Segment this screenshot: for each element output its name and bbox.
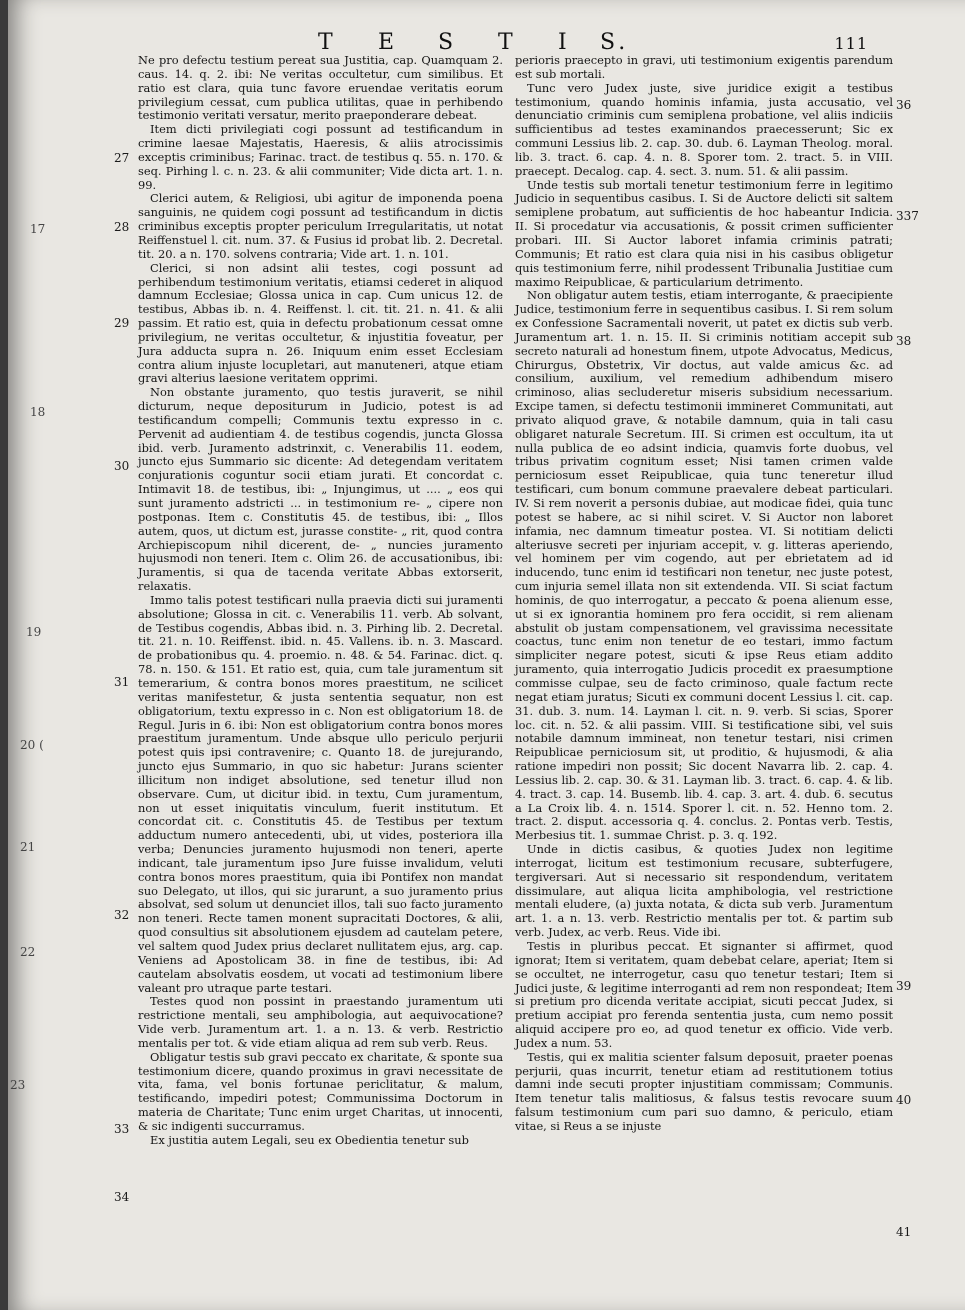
edge-number: 20 (: [20, 738, 44, 752]
edge-number: 21: [20, 840, 36, 854]
paragraph: Clerici autem, & Religiosi, ubi agitur de imponenda poena sanguinis, ne quidem cogi possunt ad testificandum in dictis criminibus exceptis propter periculum Irregularitatis, ut notat Reiffenstuel l. cit. num. 37. & Fusius id probat lib. 2. Decretal. tit. 20. a n. 170. solvens contraria; Vide art. 1. n. 101.: [138, 191, 503, 261]
paragraph: Item dicti privilegiati cogi possunt ad testificandum in crimine laesae Majestatis, Haeresis, & aliis atrocissimis exceptis criminibus; Farinac. tract. de testibus q. 55. n. 170. & seq. Pirhing l. c. n. 23. & alii communiter; Vide dicta art. 1. n. 99.: [138, 122, 503, 192]
paragraph-number: 33: [114, 1122, 130, 1136]
paragraph: Immo talis potest testificari nulla praevia dicti sui juramenti absolutione; Glossa in cit. c. Venerabilis 11. verb. Ab solvant, de Testibus cogendis, Abbas ibid. n. 3. Pirhing lib. 2. Decretal. tit. 21. n. 10. Reiffenst. ibid. n. 45. Vallens. ib. n. 3. Mascard. de probationibus qu. 4. proemio. n. 48. & 54. Farinac. dict. q. 78. n. 150. & 151. Et ratio est, quia, cum tale juramentum sit temerarium, & contra bonos mores praestitum, ne scilicet veritas manifestetur, & justa sententia sequatur, non est obligatorium, textu expresso in c. Non est obligatorium 18. de Regul. Juris in 6. ibi: Non est obligatorium contra bonos mores praestitum juramentum. Unde absque ullo periculo perjurii potest quis ipsi contravenire; c. Quanto 18. de jurejurando, juncto ejus Summario, in quo sic habetur: Jurans scienter illicitum non indiget absolutione, sed tenetur illud non observare. Cum, ut dicitur ibid. in textu, Cum juramentum, non ut esset iniquitatis vinculum, fuerit institutum. Et concordat cit. c. Constitutis 45. de Testibus per textum adductum numero antecedenti, ubi, ut vides, posteriora illa verba; Denuncies juramento hujusmodi non teneri, aperte indicant, tale juramentum ipso Jure fuisse invalidum, veluti contra bonos mores praestitum, quia ibi Pontifex non mandat suo Delegato, ut illos, qui sic jurarunt, a suo juramento prius absolvat, sed solum ut denunciet illos, tali suo facto juramento non teneri. Recte tamen monent supracitati Doctores, & alii, quod consultius sit absolutionem ejusdem ad cautelam petere, vel saltem quod Judex prius declaret nullitatem ejus, arg. cap. Veniens ad Apostolicam 38. in fine de testibus, ibi: Ad cautelam absolvatis eosdem, ut vocati ad testimonium libere valeant pro utraque parte testari.: [138, 592, 503, 995]
paragraph: Testis, qui ex malitia scienter falsum deposuit, praeter poenas perjurii, quas incurrit, tenetur etiam ad restitutionem totius damni inde secuti propter injustitiam commissam; Communis. Item tenetur talis malitiosus, & falsus testis revocare suum falsum testimonium cum pari suo damno, & periculo, etiam vitae, si Reus a se injuste: [515, 1049, 893, 1133]
paragraph: Tunc vero Judex juste, sive juridice exigit a testibus testimonium, quando hominis infamia, justa accusatio, vel denunciatio criminis cum semiplena probatione, vel aliis indiciis sufficientibus ad testes examinandos praecesserunt; Sic ex communi Lessius lib. 2. cap. 30. dub. 6. Layman Theolog. moral. lib. 3. tract. 6. cap. 4. n. 8. Sporer tom. 2. tract. 5. in VIII. praecept. Decalog. cap. 4. sect. 3. num. 51. & alii passim.: [515, 80, 893, 178]
header-letter: S: [438, 30, 458, 55]
right-column: [515, 54, 893, 1134]
header-letter: E: [378, 30, 399, 55]
paragraph-number: 28: [114, 220, 130, 234]
edge-number: 17: [30, 222, 46, 236]
header-letter: S.: [600, 30, 630, 55]
paragraph-number: 38: [896, 334, 912, 348]
paragraph-number: 40: [896, 1093, 912, 1107]
paragraph: Unde testis sub mortali tenetur testimonium ferre in legitimo Judicio in sequentibus casibus. I. Si de Auctore delicti sit saltem semiplene probatum, aut sufficientis de hoc habeantur Indicia. II. Si procedatur via accusationis, & possit crimen sufficienter probari. III. Si Auctor laboret infamia criminis patrati; Communis; Et ratio est clara quia nisi in his casibus obligetur quis testimonium ferre, nihil prodessent Tribunalia Justitiae cum maximo Reipublicae, & particularium detrimento.: [515, 177, 893, 289]
paragraph-number: 36: [896, 98, 912, 112]
paragraph: Non obligatur autem testis, etiam interrogante, & praecipiente Judice, testimonium ferre in sequentibus casibus. I. Si rem solum ex Confessione Sacramentali noverit, ut patet ex dictis sub verb. Juramentum art. 1. n. 15. II. Si criminis notitiam accepit sub secreto naturali ad honestum finem, utpote Advocatus, Medicus, Chirurgus, Obstetrix, Vir doctus, aut valde amicus &c. ad consilium, auxilium, vel remedium adhibendum misero criminoso, alias secluderetur miseris subsidium necessarium. Excipe tamen, si defectu testimonii immineret Communitati, aut privato aliquod grave, & notabile damnum, quia in tali casu obligaret naturale Secretum. III. Si crimen est occultum, ita ut nulla publica de eo adsint indicia, quamvis forte duobus, vel tribus privatim cognitum esset; Nisi tamen crimen valde perniciosum esset Reipublicae, quia tunc teneretur illud testificari, cum bonum commune praevalere debeat particulari. IV. Si rem noverit a personis dubiae, aut modicae fidei, quia tunc potest se habere, ac si nihil sciret. V. Si Auctor non laboret infamia, nec damnum timeatur postea. VI. Si notitiam delicti alteriusve secreti per injuriam accepit, v. g. litteras aperiendo, vel hominem per vim cogendo, aut per ebrietatem ad id inducendo, tunc enim id testificari non tenetur, nec juste potest, cum injuria semel illata non sit extendenda. VII. Si sciat factum hominis, de quo interrogatur, a peccato & poena alienum esse, ut si ex ignorantia hominem pro fera occidit, si rem alienam abstulit ob justam compensationem, vel gravissima necessitate coactus, tunc enim non tenetur de eo testari, immo factum simpliciter negare potest, sicuti & ipse Reus etiam addito juramento, quia interrogatio Judicis procedit ex praesumptione commisse culpae, seu de facto criminoso, quale factum recte negat etiam juratus; Sicuti ex communi docent Lessius l. cit. cap. 31. dub. 3. num. 14. Layman l. cit. n. 9. verb. Si scias, Sporer loc. cit. n. 52. & alii passim. VIII. Si testificatione sibi, vel suis notabile damnum immineat, non tenetur testari, nisi crimen Reipublicae perniciosum sit, ut proditio, & hujusmodi, & alia ratione impediri non possit; Sic docent Navarra lib. 2. cap. 4. Lessius lib. 2. cap. 30. & 31. Layman lib. 3. tract. 6. cap. 4. & lib. 4. tract. 3. cap. 14. Busemb. lib. 4. cap. 3. art. 4. dub. 6. secutus a La Croix lib. 4. n. 1514. Sporer l. cit. n. 52. Henno tom. 2. tract. 2. disput. accessoria q. 4. conclus. 2. Pontas verb. Testis, Merbesius tit. 1. summae Christ. p. 3. q. 192.: [515, 288, 893, 843]
left-column: [138, 54, 503, 1148]
paragraph: Unde in dictis casibus, & quoties Judex non legitime interrogat, licitum est testimonium recusare, subterfugere, tergiversari. Aut si necessario sit respondendum, veritatem dissimulare, aut aliqua licita amphibologia, vel restrictione mentali eludere, (a) juxta notata, & dicta sub verb. Juramentum art. 1. a n. 13. verb. Restrictio mentalis per tot. & partim sub verb. Judex, ac verb. Reus. Vide ibi.: [515, 842, 893, 940]
paragraph: Ex justitia autem Legali, seu ex Obedientia tenetur sub: [150, 1132, 469, 1147]
paragraph: Testis in pluribus peccat. Et signanter si affirmet, quod ignorat; Item si veritatem, quam debebat celare, aperiat; Item si se occultet, ne interrogetur, casu quo tenetur testari; Item si Judici juste, & legitime interroganti ad rem non respondeat; Item si pretium pro dicenda veritate accipiat, sicuti peccat Judex, si pretium accipiat pro ferenda sententia justa, cum nemo possit aliquid accipere pro eo, ad quod tenetur ex officio. Vide verb. Judex a num. 53.: [515, 939, 893, 1050]
page-number: 111: [834, 34, 868, 53]
running-header: [308, 30, 868, 54]
edge-number: 22: [20, 945, 36, 959]
paragraph-number: 39: [896, 979, 912, 993]
paragraph-number: 41: [896, 1225, 912, 1239]
header-letter: I: [558, 30, 571, 55]
book-page: [8, 0, 965, 1310]
paragraph-number: 29: [114, 316, 130, 330]
paragraph-number: 30: [114, 459, 130, 473]
paragraph: Clerici, si non adsint alii testes, cogi possunt ad perhibendum testimonium veritatis, etiamsi cederet in aliquod damnum Ecclesiae; Glossa unica in cap. Cum unicus 12. de testibus, Abbas ib. n. 4. Reiffenst. l. cit. tit. 21. n. 41. & alii passim. Et ratio est, quia in defectu probationum cessat omne privilegium, ne veritas occultetur, & injustitia foveatur, per Jura adducta supra n. 26. Iniquum enim esset Ecclesiam contra alium injuste locupletari, aut manuteneri, atque etiam gravi alterius laesione veritatem opprimi.: [138, 260, 503, 386]
paragraph-number: 34: [114, 1190, 130, 1204]
header-letter: T: [498, 30, 517, 55]
paragraph: Testes quod non possint in praestando juramentum uti restrictione mentali, seu amphibologia, aut aequivocatione? Vide verb. Juramentum art. 1. a n. 13. & verb. Restrictio mentalis per tot. & vide etiam aliqua ad rem sub verb. Reus.: [138, 994, 503, 1050]
edge-number: 19: [26, 625, 42, 639]
paragraph: Ne pro defectu testium pereat sua Justitia, cap. Quamquam 2. caus. 14. q. 2. ibi: Ne veritas occultetur, cum similibus. Et ratio est clara, quia tunc favore eruendae veritatis eorum privilegium cessat, cum publica utilitas, quae in perhibendo testimonio veritati versatur, merito praeponderare debeat.: [138, 53, 503, 123]
paragraph: Non obstante juramento, quo testis juraverit, se nihil dicturum, neque depositurum in Judicio, potest is ad testificandum compelli; Communis textu expresso in c. Pervenit ad audientiam 4. de testibus cogendis, juncta Glossa ibid. verb. Juramento adstrinxit, c. Venerabilis 11. eodem, juncto ejus Summario sic dicente: Ad detegendam veritatem conjurationis coguntur socii etiam jurati. Et concordat c. Intimavit 18. de testibus, ibi: „ Injungimus, ut .... „ eos qui sunt juramento adstricti ... in testimonium re- „ cipere non postponas. Item c. Constitutis 45. de testibus, ibi: „ Illos autem, quos, ut dictum est, jurasse constite- „ rit, quod contra Archiepiscopum nihil dicerent, de- „ nuncies juramento hujusmodi non teneri. Item c. Olim 26. de accusationibus, ibi: Juramentis, si qua de tacenda veritate Abbas extorserit, relaxatis.: [138, 385, 503, 594]
header-letter: T: [318, 30, 337, 55]
paragraph-number: 31: [114, 675, 130, 689]
edge-number: 18: [30, 405, 46, 419]
paragraph-number: 27: [114, 151, 130, 165]
paragraph-number: 337: [896, 209, 919, 223]
paragraph: Obligatur testis sub gravi peccato ex charitate, & sponte sua testimonium dicere, quando proximus in gravi necessitate de vita, fama, vel bonis fortunae periclitatur, & malum, testificando, impediri potest; Communissima Doctorum in materia de Charitate; Tunc enim urget Charitas, ut innocenti, & sic indigenti succurramus.: [138, 1049, 503, 1133]
paragraph: perioris praecepto in gravi, uti testimonium exigentis parendum est sub mortali.: [515, 53, 893, 81]
edge-number: 23: [10, 1078, 26, 1092]
paragraph-number: 32: [114, 908, 130, 922]
